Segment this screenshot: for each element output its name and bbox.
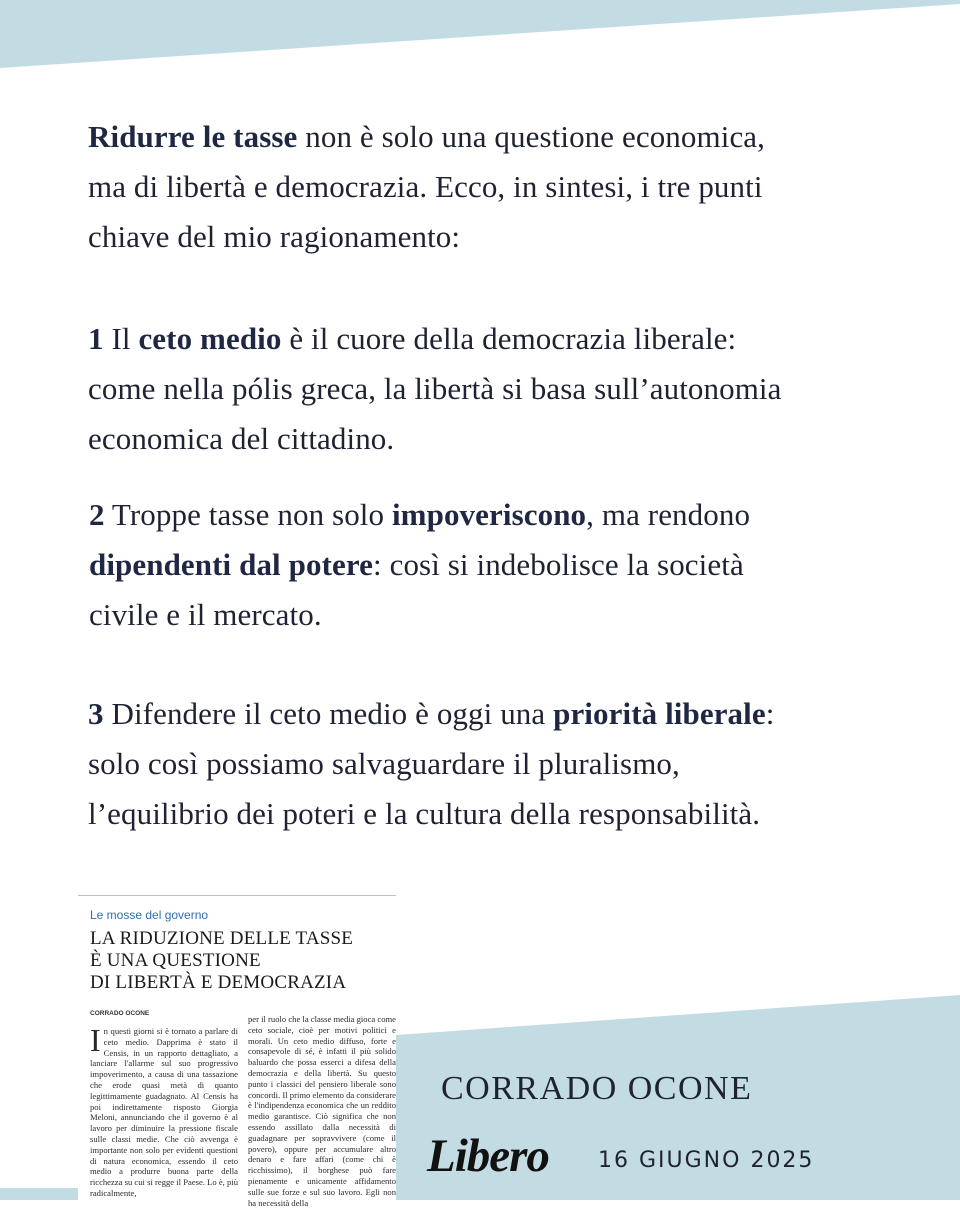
point-2-bold-1: impoveriscono bbox=[391, 497, 587, 532]
point-3-post: : bbox=[765, 696, 775, 731]
libero-logo: Libero bbox=[427, 1130, 549, 1182]
point-3-number: 3 bbox=[88, 696, 104, 731]
point-1 bbox=[88, 314, 782, 464]
clipping-column-2: per il ruolo che la classe media gioca come ceto sociale, cioè per motivi politici e morali. Un ceto medio diffuso, forte e consapevole di sé, è infatti il più solido baluardo che possa esserci a difesa della democrazia e della libertà. Su questo punto i classici del pensiero liberale sono concordi. Il primo elemento da considerare è l'indipendenza economica che un reddito medio garantisce. Ciò significa che non essendo assillato dalla necessità di guadagnare per sopravvivere (come il povero), oppure per accumulare altro denaro e fare affari (come chi è ricchissimo), il borghese può fare pienamente e unicamente affidamento sulle sue forze e sul suo lavoro. Egli non ha necessità della bbox=[248, 1014, 396, 1208]
clipping-column-1-text: n questi giorni si è tornato a parlare di ceto medio. Dapprima è stato il Censis, in un rapporto dettagliato, a lanciare l'allarme sul suo progressivo impoverimento, a causa di una tassazione che erode quasi metà di quanto legittimamente guadagnato. Al Censis ha poi indirettamente risposto Giorgia Meloni, annunciando che il governo è al lavoro per diminuire la pressione fiscale sulle classi medie. Che ciò avvenga è importante non solo per evidenti questioni di natura economica, essendo il ceto medio a produrre buona parte della ricchezza su cui si regge il Paese. Lo è, più radicalmente, bbox=[90, 1026, 238, 1198]
intro-paragraph bbox=[88, 112, 765, 262]
point-1-line1: è il cuore della democrazia liberale: bbox=[281, 321, 737, 356]
point-1-pre: Il bbox=[103, 321, 139, 356]
intro-line3: chiave del mio ragionamento: bbox=[88, 219, 461, 254]
newspaper-clipping bbox=[78, 895, 396, 1208]
clipping-headline-line1: LA RIDUZIONE DELLE TASSE bbox=[90, 928, 354, 949]
point-2 bbox=[89, 490, 750, 640]
intro-line2: ma di libertà e democrazia. Ecco, in sintesi, i tre punti bbox=[88, 169, 763, 204]
publication-date: 16 GIUGNO 2025 bbox=[598, 1148, 815, 1173]
author-name: CORRADO OCONE bbox=[441, 1070, 753, 1107]
point-2-mid: , ma rendono bbox=[586, 497, 751, 532]
point-2-number: 2 bbox=[89, 497, 105, 532]
clipping-column-1 bbox=[90, 1022, 238, 1199]
intro-line1: non è solo una questione economica, bbox=[297, 119, 766, 154]
clipping-headline-line3: DI LIBERTÀ E DEMOCRAZIA bbox=[90, 972, 347, 993]
clipping-headline-line2: È UNA QUESTIONE bbox=[90, 950, 261, 971]
point-1-line2: come nella pólis greca, la libertà si basa sull’autonomia bbox=[88, 371, 782, 406]
intro-bold: Ridurre le tasse bbox=[88, 119, 298, 154]
point-3-pre: Difendere il ceto medio è oggi una bbox=[103, 696, 554, 731]
point-1-number: 1 bbox=[88, 321, 104, 356]
point-1-bold: ceto medio bbox=[138, 321, 282, 356]
point-2-bold-2: dipendenti dal potere bbox=[89, 547, 374, 582]
point-3-line2: solo così possiamo salvaguardare il pluralismo, bbox=[88, 746, 680, 781]
point-2-line2: : così si indebolisce la società bbox=[373, 547, 744, 582]
point-2-pre: Troppe tasse non solo bbox=[104, 497, 392, 532]
point-2-line3: civile e il mercato. bbox=[89, 597, 322, 632]
point-3 bbox=[88, 689, 774, 839]
clipping-byline: CORRADO OCONE bbox=[90, 1010, 150, 1017]
clipping-kicker: Le mosse del governo bbox=[90, 908, 209, 922]
point-3-bold: priorità liberale bbox=[553, 696, 766, 731]
clipping-headline bbox=[90, 928, 390, 994]
point-3-line3: l’equilibrio dei poteri e la cultura della responsabilità. bbox=[88, 796, 761, 831]
top-accent-band bbox=[0, 0, 960, 68]
clipping-dropcap: I bbox=[90, 1022, 101, 1058]
point-1-line3: economica del cittadino. bbox=[88, 421, 395, 456]
